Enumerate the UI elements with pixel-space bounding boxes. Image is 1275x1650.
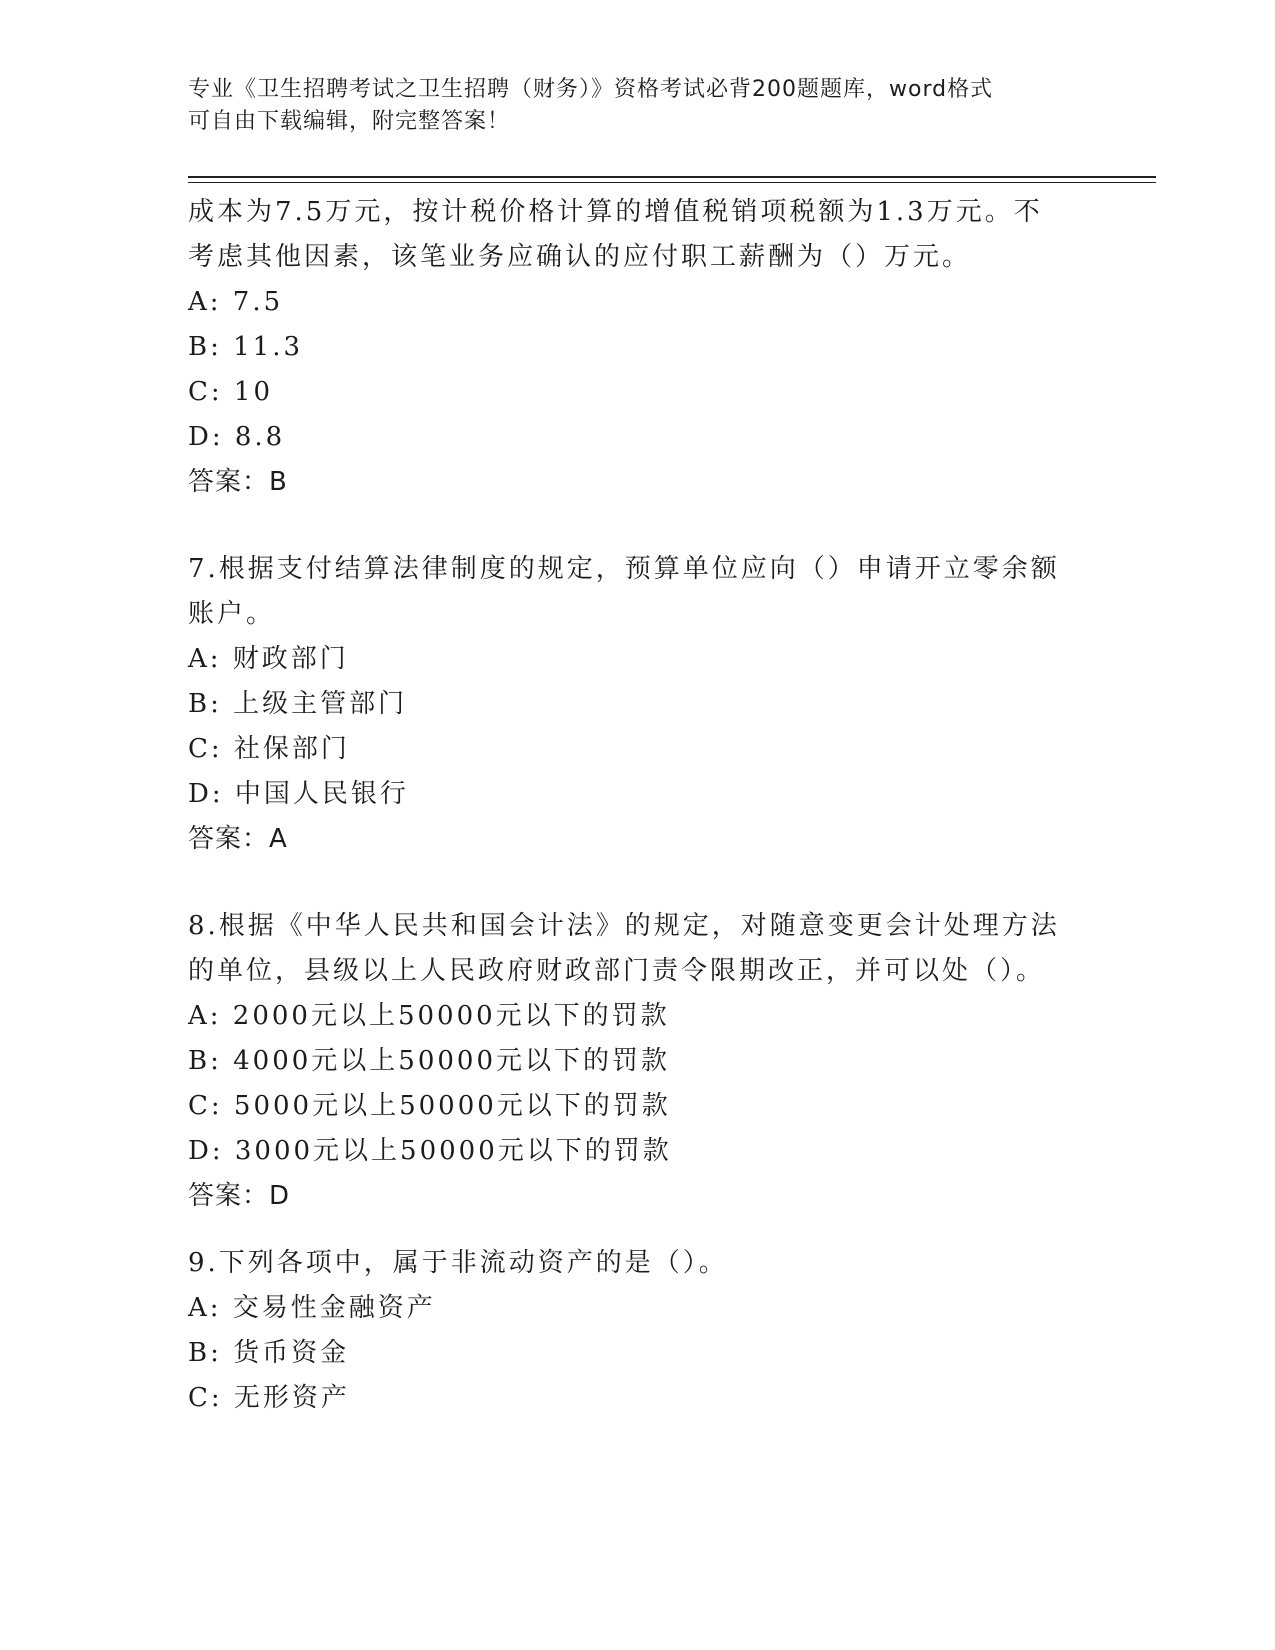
option-b: B: 货币资金: [188, 1338, 350, 1368]
option-a: A: 交易性金融资产: [188, 1293, 436, 1323]
option-a: A: 财政部门: [188, 644, 349, 674]
option-c: C: 无形资产: [188, 1383, 350, 1413]
question-9: [188, 1241, 1088, 1421]
header-title-line-1: 专业《卫生招聘考试之卫生招聘（财务）》资格考试必背200题题库，word格式: [188, 77, 994, 102]
question-7: [188, 547, 1088, 862]
question-stem: 8.根据《中华人民共和国会计法》的规定，对随意变更会计处理方法: [188, 911, 1060, 941]
answer-label: 答案：D: [188, 1181, 291, 1211]
header-divider-thin: [188, 182, 1156, 183]
option-b: B: 11.3: [188, 332, 304, 362]
option-c: C: 社保部门: [188, 734, 350, 764]
question-stem: 的单位，县级以上人民政府财政部门责令限期改正，并可以处（）。: [188, 956, 1046, 986]
question-8: [188, 904, 1088, 1219]
option-a: A: 7.5: [188, 287, 284, 317]
answer-label: 答案：A: [188, 824, 288, 854]
option-c: C: 10: [188, 377, 274, 407]
header-divider-thick: [188, 176, 1156, 178]
header-title-line-2: 可自由下载编辑，附完整答案！: [188, 109, 511, 134]
question-stem: 9.下列各项中，属于非流动资产的是（）。: [188, 1248, 728, 1278]
option-d: D: 3000元以上50000元以下的罚款: [188, 1136, 672, 1166]
option-c: C: 5000元以上50000元以下的罚款: [188, 1091, 671, 1121]
question-list: [188, 190, 1088, 1421]
document-header: [188, 74, 1068, 138]
option-d: D: 中国人民银行: [188, 779, 409, 809]
option-d: D: 8.8: [188, 422, 286, 452]
option-b: B: 上级主管部门: [188, 689, 408, 719]
question-6: [188, 190, 1088, 505]
option-b: B: 4000元以上50000元以下的罚款: [188, 1046, 671, 1076]
question-stem: 成本为7.5万元，按计税价格计算的增值税销项税额为1.3万元。不: [188, 197, 1043, 227]
answer-label: 答案：B: [188, 467, 288, 497]
question-stem: 考虑其他因素，该笔业务应确认的应付职工薪酬为（）万元。: [188, 242, 972, 272]
question-stem: 7.根据支付结算法律制度的规定，预算单位应向（）申请开立零余额: [188, 554, 1060, 584]
option-a: A: 2000元以上50000元以下的罚款: [188, 1001, 670, 1031]
question-stem: 账户。: [188, 599, 276, 629]
